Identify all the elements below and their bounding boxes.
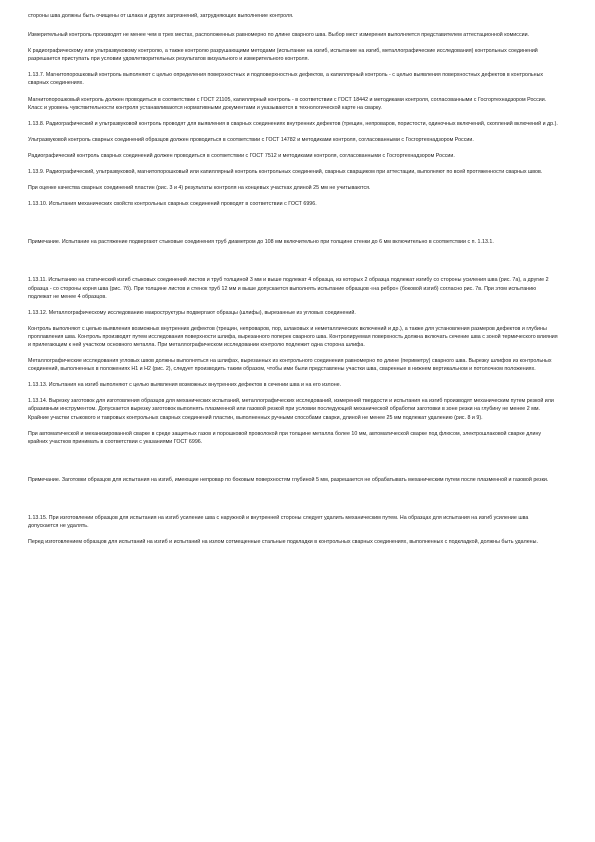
paragraph-radiographic-control: Радиографический контроль сварных соединений должен проводиться в соответствии с ГОСТ 7512 и методиками контроля, согласованными с Госгортехнадзором России. — [28, 152, 455, 159]
paragraph-metallographic-fillet: Металлографические исследования угловых швов должны выполняться на шлифах, вырезанных из контрольного соединения равномерно по длине (периметру) сварного шва. Вырезку шлифов из контрольных соединений, выполненных в положениях Н1 и Н2 (рис. 2), следует производить таким образом, чтобы ими были представлены участки шва, сваренные в нижнем вертикальном и потолочном положениях. — [28, 358, 552, 373]
paragraph-1-13-8: 1.13.8. Радиографический и ультразвуковой контроль проводят для выявления в сварных соединениях внутренних дефектов (трещин, непроваров, пористости, одиночных включений, скоплений включений и др.). — [28, 120, 558, 127]
paragraph-automatic-welding: При автоматической и механизированной сварке в среде защитных газов и порошковой проволокой при толщине металла более 10 мм, автоматической сварке под флюсом, электрошлаковой сварке длину крайних участков принимать в соответствии с указаниями ГОСТ 6996. — [28, 430, 542, 445]
paragraph-1-13-11: 1.13.11. Испытанию на статический изгиб стыковых соединений листов и труб толщиной 3 мм и выше подлежат 4 образца, из которых 2 образца подлежат изгибу со стороны усиления шва (рис. 7a), а другие 2 образца - со стороны корня шва (рис. 7б). При толщине листов и стенок труб 12 мм и выше допускается выполнять испытание образцов «на ребро» (боковой изгиб) согласно рис. 7в. При этом испытанию подлежат не менее 4 образцов. — [28, 277, 549, 300]
paragraph-1-13-15: 1.13.15. При изготовлении образцов для испытания на изгиб усиление шва с наружной и внутренней стороны следует удалить механическим путем. На образцах для испытания на изгиб усиление шва допускается не удалять. — [28, 514, 529, 529]
paragraph-1-13-13: 1.13.13. Испытания на изгиб выполняют с целью выявления возможных внутренних дефектов в сечении шва и на его излоне. — [28, 382, 342, 389]
paragraph-1-13-12: 1.13.12. Металлографическому исследованию макроструктуры подвергают образцы (шлифы), вырезанные из угловых соединений. — [28, 309, 356, 316]
paragraph-1-13-10: 1.13.10. Испытания механических свойств контрольных сварных соединений проводят в соответствии с ГОСТ 6996. — [28, 201, 317, 208]
note-bend-blanks: Примечание. Заготовки образцов для испытания на изгиб, имеющие непровар по боковым поверхностям глубиной 5 мм, разрешается не обрабатывать механическим путем после плазменной и газовой резки. — [28, 476, 549, 483]
paragraph-1-13-7: 1.13.7. Магнитопорошковый контроль выполняют с целью определения поверхностных и подповерхностных дефектов, а капиллярный контроль - с целью выявления поверхностных дефектов в контрольных сварных соединениях. — [28, 72, 544, 87]
paragraph-weld-cleaning: стороны шва должны быть очищены от шлака и других загрязнений, затрудняющих выполнение контроля. — [28, 13, 294, 19]
paragraph-measurement-control: Измерительный контроль производят не менее чем в трех местах, расположенных равномерно по длине сварного шва. Выбор мест измерения выполняется представителем аттестационной комиссии. — [28, 32, 530, 39]
paragraph-backing-removal: Перед изготовлением образцов для испытаний на изгиб и испытаний на излом сотмещенные стальные подкладки в контрольных сварных соединениях, выполненных с подкладкой, должны быть удалены. — [28, 539, 538, 546]
paragraph-magnetic-control: Магнитопорошковый контроль должен проводиться в соответствии с ГОСТ 21105, капиллярный контроль - в соответствии с ГОСТ 18442 и методиками контроля, согласованными с Госгортехнадзором России. Класс и уровень чувствительности контроля устанавливаются нормативными документами и указываются в технологической карте на сварку. — [28, 96, 547, 111]
paragraph-1-13-9: 1.13.9. Радиографический, ультразвуковой, магнитопорошковый или капиллярный контроль контрольных соединений, сварных сварщиком при аттестации, выполняют по всей протяженности сварных швов. — [28, 169, 543, 176]
paragraph-quality-assessment: При оценке качества сварных соединений пластин (рис. 3 и 4) результаты контроля на концевых участках длиной 25 мм не учитываются. — [28, 185, 371, 192]
paragraph-radiographic-admission: К радиографическому или ультразвуковому контролю, а также контролю разрушающими методами (испытание на изгиб, испытание на изгиб, металлографические исследования) контрольных соединений разрешается приступать при условии удовлетворительных результатов визуального и измерительного контроля. — [28, 48, 538, 63]
paragraph-ultrasonic-control: Ультразвуковой контроль сварных соединений образцов должен проводиться в соответствии с ГОСТ 14782 и методиками контроля, согласованными с Госгортехнадзором России. — [28, 136, 474, 143]
paragraph-macrostructure-control: Контроль выполняют с целью выявления возможных внутренних дефектов (трещин, непроваров, пор, шлаковых и неметаллических включений и др.), а также для установления размеров дефектов и глубины проплавления шва. Контроль производят путем исследования поверхности шлифа, вырезанного поперек сварного шва. Контролируемая поверхность должна включать сечение шва с зоной термического влияния и прилегающим к ней участком основного металла. При металлографическом исследовании контролю подлежит одна сторона шлифа. — [28, 325, 558, 348]
note-tensile-test: Примечание. Испытание на растяжение подвергают стыковые соединения труб диаметром до 108 мм включительно при толщине стенки до 6 мм включительно в соответствии с п. 1.13.1. — [28, 239, 494, 246]
paragraph-1-13-14: 1.13.14. Вырезку заготовок для изготовления образцов для механических испытаний, металлографических исследований, измерений твердости и испытания на изгиб производят механическим путем резкой или абразивным инструментом. Допускается вырезку заготовок выполнять плазменной или газовой резкой при условии последующей механической обработки заготовки в зоне резки на глубину не менее 2 мм. Крайние участки стыкового и тавровых контрольных сварных соединений пластин, выполненных ручными способами сварки, длиной не менее 25 мм подлежат удалению (рис. 8 и 9). — [28, 398, 554, 421]
